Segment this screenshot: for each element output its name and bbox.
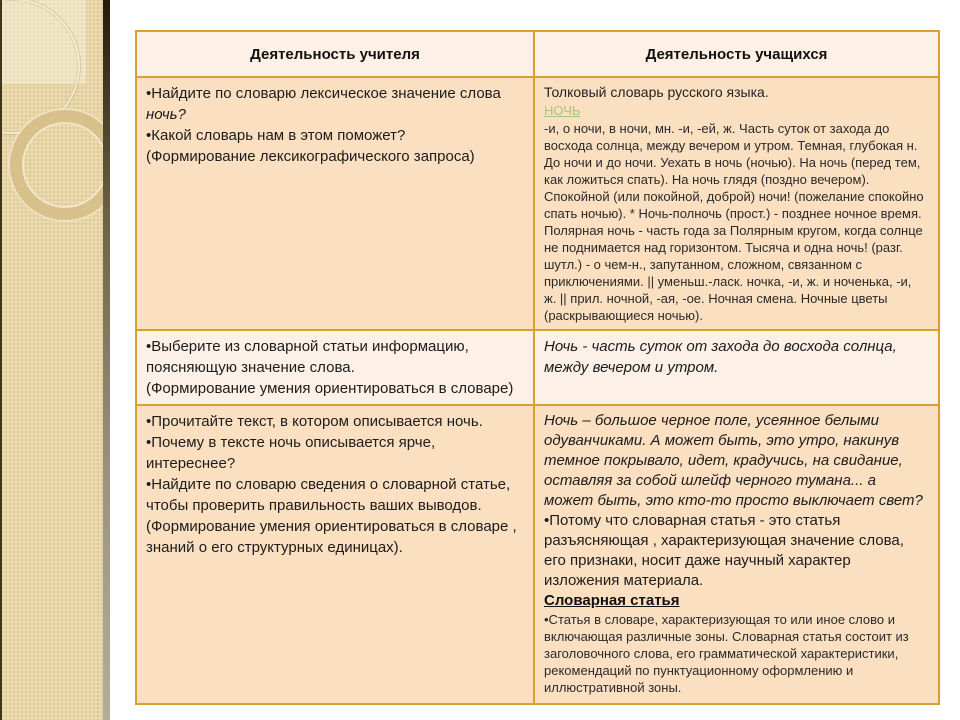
dictionary-article-heading: Словарная статья [544, 592, 680, 609]
decorative-sidebar [0, 0, 110, 720]
decorative-ring [10, 110, 110, 220]
teacher-note-1: (Формирование лексикографического запроса) [146, 148, 475, 165]
student-definition: Ночь - часть суток от захода до восхода солнца, между вечером и утром. [544, 338, 897, 376]
sidebar-edge-shadow [103, 0, 110, 720]
table-row-3 [136, 405, 939, 704]
cell-r3-teacher [136, 405, 534, 704]
cell-r1-student [534, 77, 939, 330]
teacher-question-6: •Найдите по словарю сведения о словарной статье, чтобы проверить правильность ваших выводов. [146, 476, 511, 514]
table-row-1 [136, 77, 939, 330]
student-answer: •Потому что словарная статья - это статья разъясняющая , характеризующая значение слова, его признаки, носит даже научный характер изложения материала. [544, 512, 904, 589]
teacher-note-3: (Формирование умения ориентироваться в словаре , знаний о его структурных единицах). [146, 518, 517, 556]
dictionary-entry-body: -и, о ночи, в ночи, мн. -и, -ей, ж. Часть суток от захода до восхода солнца, между вечером и утром. Темная, глубокая н. До ночи и до ночи. Уехать в ночь (ночью). На ночь (перед тем, как ложиться спать). На ночь глядя (поздно вечером). Спокойной (или покойной, доброй) ночи! (пожелание спокойно спать ночью). * Ночь-полночь (прост.) - позднее ночное время. Полярная ночь - часть года за Полярным кругом, когда солнце не поднимается над горизонтом. Тысяча и одна ночь! (разг. шутл.) - о чем-н., запутанном, сложном, связанном с приключениями. || уменьш.-ласк. ночка, -и, ж. и ноченька, -и, ж. || прил. ночной, -ая, -ое. Ночная смена. Ночные цветы (раскрывающиеся ночью). [544, 121, 924, 323]
cell-r1-teacher [136, 77, 534, 330]
teacher-question-2: •Какой словарь нам в этом поможет? [146, 127, 406, 144]
cell-r2-student [534, 330, 939, 405]
table-header-row [136, 31, 939, 77]
table-row-2 [136, 330, 939, 405]
teacher-question-1: •Найдите по словарю лексическое значение слова ночь? [146, 85, 501, 123]
header-student-activity: Деятельность учащихся [534, 31, 939, 77]
header-teacher-activity: Деятельность учителя [136, 31, 534, 77]
teacher-question-3: •Выберите из словарной статьи информацию, поясняющую значение слова. [146, 338, 469, 376]
teacher-question-5: •Почему в тексте ночь описывается ярче, интереснее? [146, 434, 436, 472]
activity-table [135, 30, 940, 705]
student-creative-text: Ночь – большое черное поле, усеянное белыми одуванчиками. А может быть, это утро, накинув темное покрывало, идет, крадучись, на свидание, оставляя за собой шлейф черного тумана... а может быть, это кто-то просто выключает свет? [544, 412, 923, 509]
italic-word-noch: ночь? [146, 106, 186, 123]
teacher-note-2: (Формирование умения ориентироваться в словаре) [146, 380, 514, 397]
cell-r3-student [534, 405, 939, 704]
cell-r2-teacher [136, 330, 534, 405]
dictionary-article-definition: •Статья в словаре, характеризующая то или иное слово и включающая различные зоны. Словарная статья состоит из заголовочного слова, его грамматической характеристики, рекомендаций по пунктуационному оформлению и иллюстративной зоны. [544, 612, 909, 695]
teacher-question-4: •Прочитайте текст, в котором описывается ночь. [146, 413, 483, 430]
dictionary-entry-link[interactable]: НОЧЬ [544, 103, 581, 118]
dictionary-title: Толковый словарь русского языка. [544, 84, 769, 100]
